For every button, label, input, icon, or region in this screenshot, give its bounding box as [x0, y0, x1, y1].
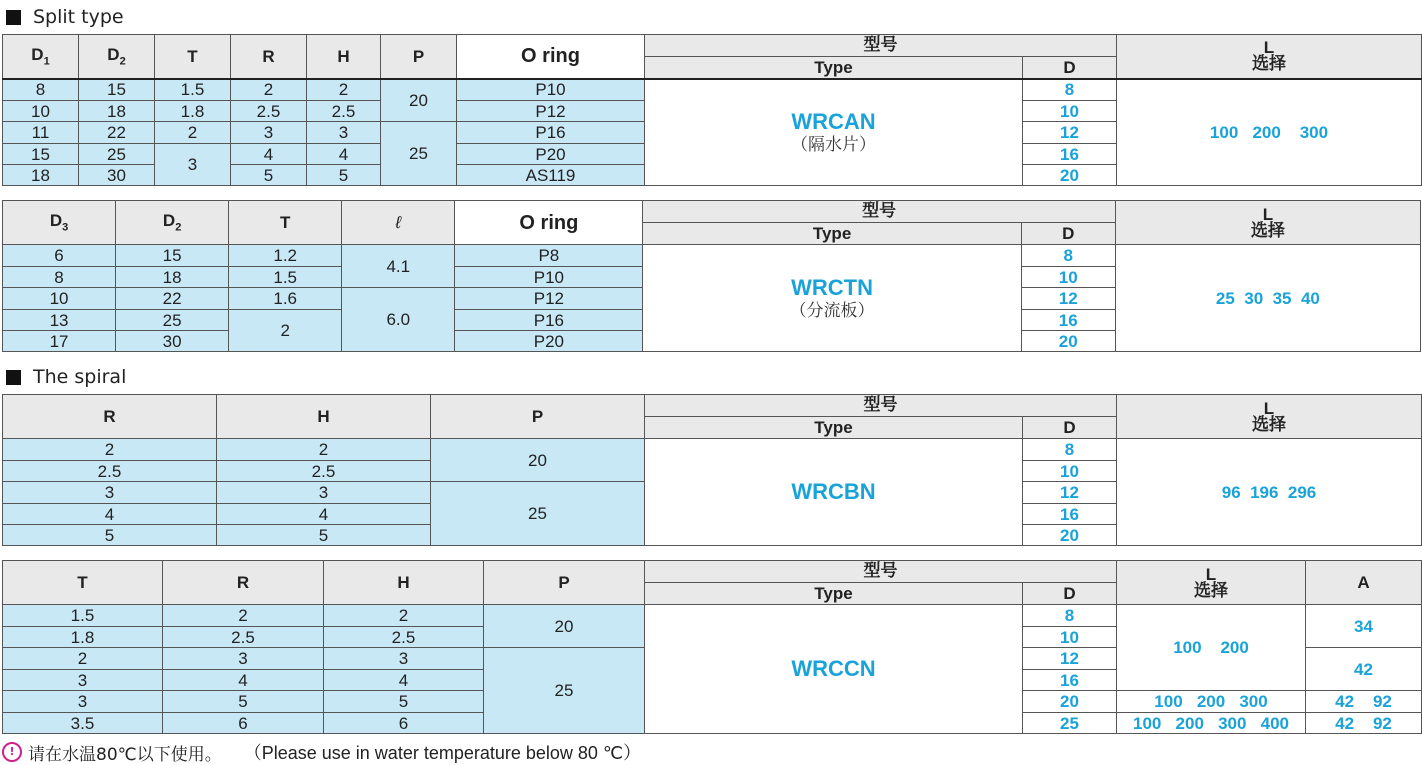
cell-d2: 15 [116, 245, 229, 267]
header-t: T [229, 201, 342, 245]
cell-d: 10 [1021, 267, 1115, 288]
header-xinghao: 型号 [645, 561, 1117, 583]
cell-t: 1.8 [3, 627, 163, 648]
cell-d3: 10 [3, 288, 116, 310]
a-values-d: 42 92 [1306, 713, 1422, 734]
header-l-text: L [1205, 564, 1217, 584]
cell-d: 12 [1023, 482, 1117, 504]
header-xinghao: 型号 [645, 395, 1117, 417]
cell-h: 4 [307, 144, 381, 165]
cell-h: 2.5 [324, 627, 484, 648]
cell-d2: 30 [116, 331, 229, 352]
header-r: R [163, 561, 324, 605]
cell-r: 3 [3, 482, 217, 504]
cell-oring: P10 [455, 267, 643, 288]
l-values: 25 30 35 40 [1115, 245, 1420, 352]
cell-d: 20 [1021, 331, 1115, 352]
header-r: R [231, 35, 307, 79]
table-split-wrctn [2, 200, 1421, 352]
header-p: P [381, 35, 457, 79]
cell-t: 1.6 [229, 288, 342, 310]
cell-oring: P20 [457, 144, 645, 165]
cell-p: 25 [484, 648, 645, 734]
model-sub: （分流板） [789, 300, 875, 321]
square-bullet-icon [6, 370, 21, 385]
header-xuanze: 选择 [1252, 414, 1286, 435]
cell-d1: 10 [3, 101, 79, 122]
cell-d: 12 [1021, 288, 1115, 310]
cell-d: 12 [1023, 122, 1117, 144]
cell-h: 4 [217, 504, 431, 525]
header-type: Type [645, 417, 1023, 439]
cell-d: 8 [1023, 79, 1117, 101]
model-cell [643, 245, 1021, 352]
cell-oring: P10 [457, 79, 645, 101]
cell-h: 5 [324, 691, 484, 713]
cell-oring: AS119 [457, 165, 645, 186]
cell-d: 12 [1023, 648, 1117, 670]
cell-d: 10 [1023, 101, 1117, 122]
model-cell [645, 439, 1023, 546]
section-title-text: The spiral [33, 366, 127, 388]
cell-oring: P12 [455, 288, 643, 310]
cell-t: 2 [229, 310, 342, 352]
header-d2: $D_2$ [116, 201, 229, 245]
cell-t: 1.5 [155, 79, 231, 101]
cell-oring: P16 [455, 310, 643, 331]
cell-h: 5 [307, 165, 381, 186]
header-r: R [3, 395, 217, 439]
header-h: H [324, 561, 484, 605]
cell-r: 2 [231, 79, 307, 101]
cell-r: 2.5 [231, 101, 307, 122]
cell-d: 16 [1023, 504, 1117, 525]
model-name: WRCCN [791, 656, 876, 681]
cell-h: 2.5 [307, 101, 381, 122]
header-xuanze: 选择 [1250, 220, 1285, 241]
model-name: WRCBN [791, 479, 876, 504]
cell-l: 4.1 [342, 245, 455, 288]
header-p: P [484, 561, 645, 605]
cell-d2: 25 [116, 310, 229, 331]
section-title-split [6, 6, 124, 28]
cell-p: 25 [431, 482, 645, 546]
header-t: T [155, 35, 231, 79]
cell-oring: P12 [457, 101, 645, 122]
cell-oring: P16 [457, 122, 645, 144]
cell-d2: 18 [116, 267, 229, 288]
header-d: D [1023, 57, 1117, 79]
cell-h: 3 [324, 648, 484, 670]
cell-r: 5 [3, 525, 217, 546]
a-values-c: 42 92 [1306, 691, 1422, 713]
cell-r: 4 [3, 504, 217, 525]
cell-d: 10 [1023, 461, 1117, 482]
header-h: H [307, 35, 381, 79]
cell-d1: 8 [3, 79, 79, 101]
square-bullet-icon [6, 10, 21, 25]
header-d: D [1023, 583, 1117, 605]
cell-r: 5 [163, 691, 324, 713]
cell-d: 8 [1023, 605, 1117, 627]
header-oring: O ring [455, 201, 643, 245]
footer-en: （Please use in water temperature below 80 ℃） [243, 743, 642, 763]
model-name: WRCTN [791, 274, 873, 300]
cell-t: 1.5 [3, 605, 163, 627]
cell-t: 1.2 [229, 245, 342, 267]
header-type: Type [645, 57, 1023, 79]
cell-p: 25 [381, 122, 457, 186]
cell-h: 6 [324, 713, 484, 734]
header-l-text: L [1263, 398, 1275, 418]
cell-h: 3 [307, 122, 381, 144]
cell-d2: 25 [79, 144, 155, 165]
header-d3: $D_3$ [3, 201, 116, 245]
header-type: Type [645, 583, 1023, 605]
header-t: T [3, 561, 163, 605]
footer-cn: 请在水温80℃以下使用。 [28, 744, 222, 765]
header-l [1117, 35, 1422, 79]
cell-d: 16 [1023, 144, 1117, 165]
cell-h: 2 [307, 79, 381, 101]
cell-d1: 18 [3, 165, 79, 186]
cell-t: 1.5 [229, 267, 342, 288]
section-title-spiral [6, 366, 126, 388]
model-cell [645, 605, 1023, 734]
l-values-a: 100 200 [1117, 605, 1306, 691]
cell-d: 8 [1021, 245, 1115, 267]
header-l-text: L [1263, 38, 1275, 58]
cell-t: 3 [155, 144, 231, 186]
cell-h: 3 [217, 482, 431, 504]
cell-d2: 15 [79, 79, 155, 101]
cell-d: 16 [1021, 310, 1115, 331]
cell-p: 20 [484, 605, 645, 648]
header-xinghao: 型号 [643, 201, 1115, 223]
a-values-b: 42 [1306, 648, 1422, 691]
header-xuanze: 选择 [1194, 580, 1228, 601]
l-values: 100 200 300 [1117, 79, 1422, 186]
cell-d3: 17 [3, 331, 116, 352]
header-d2: $D_2$ [79, 35, 155, 79]
l-values-c: 100 200 300 400 [1117, 713, 1306, 734]
header-xinghao: 型号 [645, 35, 1117, 57]
l-values-b: 100 200 300 [1117, 691, 1306, 713]
cell-d2: 22 [116, 288, 229, 310]
cell-d3: 8 [3, 267, 116, 288]
cell-r: 4 [231, 144, 307, 165]
cell-oring: P8 [455, 245, 643, 267]
header-a: A [1306, 561, 1422, 605]
header-xuanze: 选择 [1252, 54, 1286, 75]
cell-t: 2 [155, 122, 231, 144]
cell-r: 2 [3, 439, 217, 461]
cell-t: 3 [3, 670, 163, 691]
footer-note [2, 739, 641, 765]
l-values: 96 196 296 [1117, 439, 1422, 546]
cell-r: 2.5 [3, 461, 217, 482]
cell-r: 6 [163, 713, 324, 734]
cell-d1: 11 [3, 122, 79, 144]
section-title-text: Split type [33, 6, 124, 28]
cell-d: 16 [1023, 670, 1117, 691]
note-icon: ! [2, 742, 22, 762]
header-oring: O ring [457, 35, 645, 79]
cell-h: 2.5 [217, 461, 431, 482]
header-h: H [217, 395, 431, 439]
cell-r: 2.5 [163, 627, 324, 648]
model-name: WRCAN [791, 108, 876, 134]
header-l [1117, 395, 1422, 439]
cell-h: 2 [324, 605, 484, 627]
cell-d: 20 [1023, 525, 1117, 546]
cell-oring: P20 [455, 331, 643, 352]
header-d: D [1021, 223, 1115, 245]
cell-p: 20 [381, 79, 457, 122]
cell-d3: 13 [3, 310, 116, 331]
header-l-script: ℓ [342, 201, 455, 245]
header-l [1117, 561, 1306, 605]
cell-r: 3 [163, 648, 324, 670]
table-spiral-wrcbn [2, 394, 1422, 546]
cell-t: 3.5 [3, 713, 163, 734]
cell-r: 4 [163, 670, 324, 691]
cell-h: 4 [324, 670, 484, 691]
a-values-a: 34 [1306, 605, 1422, 648]
header-l-text: L [1262, 204, 1274, 224]
cell-t: 3 [3, 691, 163, 713]
cell-p: 20 [431, 439, 645, 482]
cell-t: 2 [3, 648, 163, 670]
header-p: P [431, 395, 645, 439]
table-spiral-wrccn [2, 560, 1422, 734]
cell-r: 3 [231, 122, 307, 144]
header-type: Type [643, 223, 1021, 245]
model-sub: （隔水片） [791, 134, 876, 155]
cell-d3: 6 [3, 245, 116, 267]
table-split-wrcan [2, 34, 1422, 186]
cell-d: 20 [1023, 165, 1117, 186]
cell-d1: 15 [3, 144, 79, 165]
cell-t: 1.8 [155, 101, 231, 122]
cell-d2: 18 [79, 101, 155, 122]
cell-d: 10 [1023, 627, 1117, 648]
header-d: D [1023, 417, 1117, 439]
cell-d: 25 [1023, 713, 1117, 734]
cell-d: 20 [1023, 691, 1117, 713]
cell-r: 5 [231, 165, 307, 186]
cell-h: 5 [217, 525, 431, 546]
model-cell [645, 79, 1023, 186]
cell-d2: 22 [79, 122, 155, 144]
cell-d2: 30 [79, 165, 155, 186]
cell-h: 2 [217, 439, 431, 461]
header-d1: $D_1$ [3, 35, 79, 79]
cell-d: 8 [1023, 439, 1117, 461]
cell-l: 6.0 [342, 288, 455, 352]
header-l [1115, 201, 1420, 245]
cell-r: 2 [163, 605, 324, 627]
